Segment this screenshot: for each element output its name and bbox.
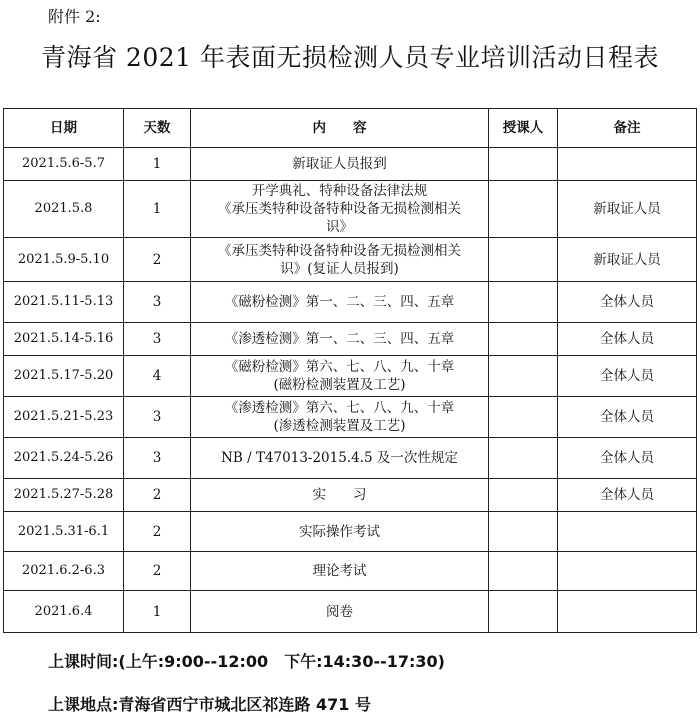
table-row [4, 181, 697, 238]
content-line: 识》 [326, 219, 353, 235]
cell-content [191, 356, 489, 397]
table-row [4, 438, 697, 479]
cell-date: 2021.5.31-6.1 [4, 512, 124, 552]
content-line: 实际操作考试 [299, 523, 380, 540]
cell-teacher [489, 148, 558, 181]
cell-date: 2021.5.6-5.7 [4, 148, 124, 181]
table-row [4, 512, 697, 552]
content-line: 新取证人员报到 [292, 156, 387, 172]
cell-note [558, 591, 697, 633]
cell-note: 全体人员 [558, 356, 697, 397]
content-line: 《磁粉检测》第六、七、八、九、十章 [224, 359, 455, 375]
cell-date: 2021.5.24-5.26 [4, 438, 124, 479]
cell-note: 全体人员 [558, 397, 697, 438]
cell-days: 2 [124, 512, 191, 552]
column-header-teacher: 授课人 [489, 109, 558, 148]
table-row [4, 238, 697, 282]
cell-teacher [489, 181, 558, 238]
cell-content [191, 397, 489, 438]
cell-note: 新取证人员 [558, 238, 697, 282]
content-line: 《承压类特种设备特种设备无损检测相关 [218, 242, 461, 259]
cell-days: 1 [124, 591, 191, 633]
cell-date: 2021.6.4 [4, 591, 124, 633]
cell-days: 1 [124, 181, 191, 238]
table-body [4, 148, 697, 633]
attachment-label: 附件 2: [48, 7, 101, 26]
column-header-date: 日期 [4, 109, 124, 148]
cell-date: 2021.5.9-5.10 [4, 238, 124, 282]
content-line: 实 习 [312, 487, 367, 503]
table-row [4, 148, 697, 181]
cell-days: 2 [124, 552, 191, 591]
content-line: 《承压类特种设备特种设备无损检测相关 [218, 201, 461, 217]
content-line: 识》(复证人员报到) [280, 260, 399, 277]
cell-note [558, 148, 697, 181]
cell-days: 3 [124, 282, 191, 323]
table-row [4, 479, 697, 512]
cell-teacher [489, 282, 558, 323]
cell-teacher [489, 591, 558, 633]
cell-date: 2021.6.2-6.3 [4, 552, 124, 591]
content-line: 理论考试 [312, 563, 367, 579]
cell-content [191, 591, 489, 633]
cell-date: 2021.5.17-5.20 [4, 356, 124, 397]
document-title: 青海省 2021 年表面无损检测人员专业培训活动日程表 [40, 43, 660, 72]
cell-days: 1 [124, 148, 191, 181]
cell-content [191, 238, 489, 282]
cell-days: 4 [124, 356, 191, 397]
cell-teacher [489, 397, 558, 438]
cell-note: 新取证人员 [558, 181, 697, 238]
table-row [4, 591, 697, 633]
cell-date: 2021.5.8 [4, 181, 124, 238]
cell-content [191, 323, 489, 356]
cell-note: 全体人员 [558, 323, 697, 356]
cell-date: 2021.5.14-5.16 [4, 323, 124, 356]
content-line: NB / T47013-2015.4.5 及一次性规定 [221, 450, 458, 466]
cell-teacher [489, 238, 558, 282]
cell-teacher [489, 356, 558, 397]
cell-content [191, 512, 489, 552]
column-header-days: 天数 [124, 109, 191, 148]
cell-note: 全体人员 [558, 438, 697, 479]
column-header-note: 备注 [558, 109, 697, 148]
content-line: 《渗透检测》第六、七、八、九、十章 [224, 400, 455, 416]
content-line: (渗透检测装置及工艺) [273, 418, 406, 434]
cell-days: 3 [124, 438, 191, 479]
cell-days: 2 [124, 238, 191, 282]
cell-teacher [489, 479, 558, 512]
cell-note [558, 512, 697, 552]
cell-content [191, 552, 489, 591]
class-time: 上课时间:(上午:9:00--12:00 下午:14:30--17:30) [48, 652, 445, 671]
cell-days: 3 [124, 397, 191, 438]
cell-teacher [489, 438, 558, 479]
table-row [4, 356, 697, 397]
cell-days: 2 [124, 479, 191, 512]
cell-content [191, 282, 489, 323]
content-line: 《磁粉检测》第一、二、三、四、五章 [224, 294, 455, 310]
cell-teacher [489, 552, 558, 591]
cell-days: 3 [124, 323, 191, 356]
cell-date: 2021.5.11-5.13 [4, 282, 124, 323]
content-line: 《渗透检测》第一、二、三、四、五章 [224, 331, 455, 347]
cell-content [191, 479, 489, 512]
class-location: 上课地点:青海省西宁市城北区祁连路 471 号 [48, 695, 371, 714]
table-row [4, 323, 697, 356]
cell-date: 2021.5.21-5.23 [4, 397, 124, 438]
schedule-table [3, 108, 697, 633]
content-line: 阅卷 [326, 603, 353, 620]
cell-note: 全体人员 [558, 282, 697, 323]
cell-content [191, 438, 489, 479]
cell-teacher [489, 512, 558, 552]
content-line: 开学典礼、特种设备法律法规 [251, 183, 428, 199]
table-row [4, 397, 697, 438]
cell-content [191, 148, 489, 181]
cell-content [191, 181, 489, 238]
column-header-content: 内 容 [191, 109, 489, 148]
table-row [4, 552, 697, 591]
cell-note: 全体人员 [558, 479, 697, 512]
cell-note [558, 552, 697, 591]
table-row [4, 282, 697, 323]
cell-date: 2021.5.27-5.28 [4, 479, 124, 512]
cell-teacher [489, 323, 558, 356]
table-header-row [4, 109, 697, 148]
content-line: (磁粉检测装置及工艺) [273, 377, 406, 393]
